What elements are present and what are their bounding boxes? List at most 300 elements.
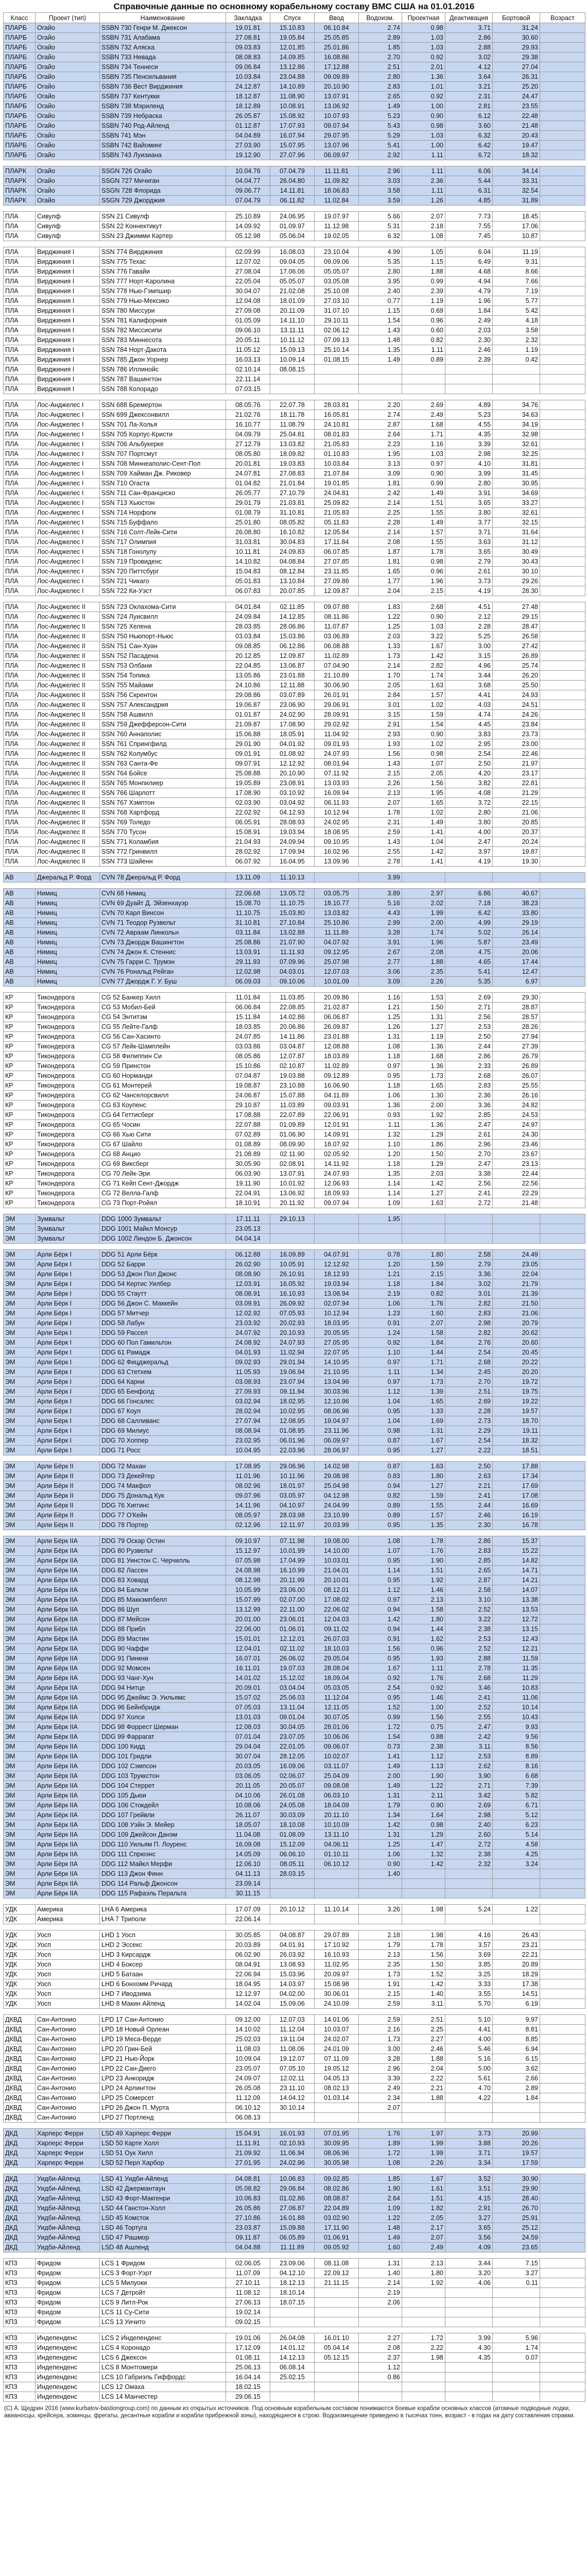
cell-ship-name: DDG 111 Спрюэнс xyxy=(100,1850,226,1859)
table-row xyxy=(4,2288,585,2298)
cell-ship-name: LPD 22 Сан-Диего xyxy=(100,2064,226,2074)
cell-design: 1.93 xyxy=(402,1654,445,1664)
cell-empty xyxy=(540,1397,585,1406)
cell-project: Арли Бёрк I xyxy=(36,1446,100,1455)
cell-ship-name: SSN 763 Санта-Фе xyxy=(100,759,226,769)
cell-displacement: 1.77 xyxy=(359,577,402,586)
cell-displacement: 5.31 xyxy=(359,222,402,231)
cell-deactivation: 2.41 xyxy=(445,1491,493,1501)
cell-laid-down: 03.06.05 xyxy=(226,1771,270,1781)
table-row xyxy=(4,1752,585,1761)
cell-commissioned xyxy=(315,2382,359,2392)
cell-hull: 11.19 xyxy=(493,247,540,257)
cell-class: ЭМ xyxy=(4,1318,36,1328)
cell-commissioned xyxy=(315,1234,359,1244)
cell-class: КР xyxy=(4,993,36,1003)
cell-ship-name: SSGN 726 Огайо xyxy=(100,166,226,176)
cell-laid-down: 22.06.94 xyxy=(226,1970,270,1979)
cell-commissioned: 09.09.06 xyxy=(315,257,359,267)
cell-design: 1.27 xyxy=(402,1189,445,1198)
cell-project: Фридом xyxy=(36,2298,100,2308)
cell-ship-name: SSBN 738 Мэриленд xyxy=(100,101,226,111)
cell-hull: 20.45 xyxy=(493,1348,540,1358)
cell-hull: 24.51 xyxy=(493,700,540,710)
cell-laid-down: 18.04.95 xyxy=(226,1979,270,1989)
cell-hull: 20.37 xyxy=(493,827,540,837)
cell-empty xyxy=(540,1471,585,1481)
cell-launched: 30.04.83 xyxy=(270,537,315,547)
cell-empty xyxy=(540,1644,585,1654)
cell-empty xyxy=(540,2353,585,2363)
cell-commissioned xyxy=(315,365,359,375)
cell-ship-name: DDG 57 Митчер xyxy=(100,1309,226,1318)
cell-empty xyxy=(540,1061,585,1071)
cell-class: ПЛА xyxy=(4,547,36,557)
cell-laid-down: 08.05.86 xyxy=(226,1052,270,1061)
cell-design: 1.73 xyxy=(402,1071,445,1081)
cell-hull: 30.95 xyxy=(493,479,540,488)
cell-design: 1.78 xyxy=(402,547,445,557)
cell-project: Арли Бёрк IIA xyxy=(36,1801,100,1810)
cell-laid-down: 13.05.86 xyxy=(226,671,270,681)
table-row xyxy=(4,808,585,818)
cell-design: 2.04 xyxy=(402,2064,445,2074)
cell-commissioned: 18.09.93 xyxy=(315,1189,359,1198)
cell-displacement: 1.26 xyxy=(359,1022,402,1032)
cell-commissioned: 04.07.92 xyxy=(315,938,359,947)
cell-commissioned: 19.01.85 xyxy=(315,479,359,488)
cell-laid-down: 08.04.91 xyxy=(226,1960,270,1970)
cell-design: 1.02 xyxy=(402,739,445,749)
table-row xyxy=(4,622,585,632)
cell-displacement: 1.79 xyxy=(359,1801,402,1810)
cell-commissioned: 19.05.12 xyxy=(315,2064,359,2074)
cell-launched: 03.04.87 xyxy=(270,1042,315,1052)
cell-class: КР xyxy=(4,1130,36,1140)
table-row xyxy=(4,586,585,596)
cell-project: Вирджиния I xyxy=(36,277,100,286)
cell-design xyxy=(402,2392,445,2402)
table-row xyxy=(4,286,585,296)
cell-deactivation: 4.41 xyxy=(445,690,493,700)
table-row xyxy=(4,1859,585,1869)
cell-class: ПЛА xyxy=(4,326,36,335)
cell-displacement: 1.60 xyxy=(359,2243,402,2252)
cell-project: Арли Бёрк I xyxy=(36,1426,100,1436)
table-row xyxy=(4,1416,585,1426)
cell-project: Уидби-Айленд xyxy=(36,2213,100,2223)
cell-project: Уосп xyxy=(36,1979,100,1989)
cell-commissioned: 12.05.84 xyxy=(315,528,359,537)
cell-project: Нимиц xyxy=(36,938,100,947)
cell-launched: 04.03.01 xyxy=(270,967,315,977)
cell-deactivation: 2.50 xyxy=(445,1462,493,1471)
table-row xyxy=(4,518,585,528)
cell-design: 1.82 xyxy=(402,2204,445,2213)
cell-displacement xyxy=(359,2382,402,2392)
cell-project: Огайо xyxy=(36,141,100,150)
cell-hull: 19.57 xyxy=(493,2148,540,2158)
table-row xyxy=(4,1664,585,1673)
table-row xyxy=(4,257,585,267)
cell-displacement: 0.95 xyxy=(359,1520,402,1530)
cell-hull: 29.90 xyxy=(493,2184,540,2194)
cell-ship-name: DDG 79 Оскар Остин xyxy=(100,1536,226,1546)
cell-empty xyxy=(540,1810,585,1820)
cell-class: ЭМ xyxy=(4,1471,36,1481)
table-row xyxy=(4,1289,585,1299)
table-row xyxy=(4,1491,585,1501)
cell-hull: 6.97 xyxy=(493,977,540,987)
cell-commissioned: 20.03.99 xyxy=(315,1520,359,1530)
cell-design: 1.49 xyxy=(402,488,445,498)
cell-design: 1.42 xyxy=(402,651,445,661)
cell-displacement: 1.08 xyxy=(359,1042,402,1052)
cell-commissioned: 11.09.82 xyxy=(315,176,359,186)
cell-deactivation: 4.35 xyxy=(445,430,493,439)
cell-class: ЭМ xyxy=(4,1673,36,1683)
cell-empty xyxy=(540,53,585,62)
cell-empty xyxy=(540,1752,585,1761)
cell-ship-name: LCS 11 Су-Сити xyxy=(100,2308,226,2317)
cell-hull: 12.47 xyxy=(493,967,540,977)
table-row xyxy=(4,908,585,918)
cell-laid-down: 12.02.92 xyxy=(226,1309,270,1318)
cell-deactivation: 3.51 xyxy=(445,2184,493,2194)
cell-project: Арли Бёрк IIA xyxy=(36,1664,100,1673)
cell-project: Арли Бёрк I xyxy=(36,1406,100,1416)
cell-launched: 12.07.87 xyxy=(270,1052,315,1061)
cell-laid-down: 04.01.93 xyxy=(226,1348,270,1358)
cell-launched: 26.01.08 xyxy=(270,1791,315,1801)
cell-empty xyxy=(540,1358,585,1367)
cell-ship-name: SSBN 734 Теннеси xyxy=(100,62,226,72)
cell-laid-down: 23.03.87 xyxy=(226,2223,270,2233)
cell-design: 2.21 xyxy=(402,2083,445,2093)
cell-design: 1.42 xyxy=(402,847,445,857)
cell-displacement: 1.65 xyxy=(359,567,402,577)
cell-commissioned: 08.12.01 xyxy=(315,1585,359,1595)
cell-hull: 31.12 xyxy=(493,537,540,547)
cell-class: ПЛА xyxy=(4,818,36,827)
cell-ship-name: LHD 7 Иводзима xyxy=(100,1989,226,1999)
cell-empty xyxy=(540,1032,585,1042)
cell-displacement: 2.03 xyxy=(359,632,402,641)
cell-deactivation: 3.71 xyxy=(445,528,493,537)
table-row xyxy=(4,557,585,567)
cell-launched: 03.04.92 xyxy=(270,798,315,808)
table-row xyxy=(4,72,585,82)
cell-laid-down: 10.06.83 xyxy=(226,2194,270,2204)
cell-project: Лос-Анджелес II xyxy=(36,622,100,632)
cell-project: Арли Бёрк IIA xyxy=(36,1536,100,1546)
cell-deactivation: 3.80 xyxy=(445,508,493,518)
cell-project: Вирджиния I xyxy=(36,326,100,335)
cell-deactivation xyxy=(445,2382,493,2392)
cell-hull: 6.71 xyxy=(493,1801,540,1810)
cell-displacement: 1.31 xyxy=(359,2259,402,2268)
cell-displacement: 0.94 xyxy=(359,1624,402,1634)
cell-empty xyxy=(540,567,585,577)
cell-empty xyxy=(540,1781,585,1791)
cell-deactivation: 3.21 xyxy=(445,82,493,92)
cell-project: Индепенденс xyxy=(36,2353,100,2363)
cell-design: 1.58 xyxy=(402,1605,445,1615)
cell-project: Уидби-Айленд xyxy=(36,2194,100,2204)
cell-ship-name: SSN 754 Топика xyxy=(100,671,226,681)
table-row xyxy=(4,749,585,759)
cell-deactivation: 4.94 xyxy=(445,277,493,286)
cell-hull: 23.17 xyxy=(493,769,540,778)
cell-ship-name: SSN 781 Калифорния xyxy=(100,316,226,326)
cell-ship-name: LHD 5 Батаан xyxy=(100,1970,226,1979)
cell-class: КР xyxy=(4,1159,36,1169)
cell-commissioned: 14.01.06 xyxy=(315,2015,359,2025)
table-row xyxy=(4,1149,585,1159)
cell-empty xyxy=(540,1713,585,1722)
cell-project: Лос-Анджелес I xyxy=(36,586,100,596)
cell-ship-name: CG 55 Лейте-Галф xyxy=(100,1022,226,1032)
cell-deactivation: 2.82 xyxy=(445,1328,493,1338)
cell-deactivation: 3.39 xyxy=(445,439,493,449)
cell-ship-name: DDG 107 Грейвли xyxy=(100,1810,226,1820)
cell-ship-name: DDG 114 Ральф Джонсон xyxy=(100,1879,226,1889)
cell-launched: 20.07.85 xyxy=(270,586,315,596)
cell-laid-down: 22.02.92 xyxy=(226,808,270,818)
cell-empty xyxy=(540,1989,585,1999)
cell-empty xyxy=(540,420,585,430)
cell-design: 1.03 xyxy=(402,33,445,43)
separator-cell xyxy=(4,1208,585,1214)
cell-class: УДК xyxy=(4,1930,36,1940)
cell-class: ЭМ xyxy=(4,1634,36,1644)
cell-ship-name: LSD 51 Оук Хилл xyxy=(100,2148,226,2158)
cell-empty xyxy=(540,306,585,316)
table-row xyxy=(4,1348,585,1358)
cell-class: ЭМ xyxy=(4,1309,36,1318)
cell-hull: 29.19 xyxy=(493,918,540,928)
table-row xyxy=(4,1693,585,1703)
group-separator xyxy=(4,867,585,873)
cell-deactivation: 3.25 xyxy=(445,1970,493,1979)
group-separator xyxy=(4,883,585,889)
cell-launched: 16.05.92 xyxy=(270,1279,315,1289)
cell-hull: 19.47 xyxy=(493,141,540,150)
cell-design: 0.98 xyxy=(402,557,445,567)
cell-empty xyxy=(540,1501,585,1511)
cell-displacement: 1.52 xyxy=(359,1703,402,1713)
cell-design xyxy=(402,2382,445,2392)
cell-deactivation: 2.22 xyxy=(445,1446,493,1455)
cell-project: Лос-Анджелес I xyxy=(36,547,100,557)
cell-laid-down: 14.05.09 xyxy=(226,1850,270,1859)
cell-project: Вирджиния I xyxy=(36,316,100,326)
cell-class: ПЛА xyxy=(4,257,36,267)
cell-hull: 25.50 xyxy=(493,681,540,690)
cell-hull xyxy=(493,1879,540,1889)
cell-empty xyxy=(540,1003,585,1012)
cell-launched: 23.11.10 xyxy=(270,2083,315,2093)
cell-displacement: 0.92 xyxy=(359,1338,402,1348)
cell-laid-down: 01.04.82 xyxy=(226,479,270,488)
cell-displacement: 2.15 xyxy=(359,769,402,778)
cell-empty xyxy=(540,938,585,947)
cell-class: ДКД xyxy=(4,2194,36,2204)
cell-deactivation xyxy=(445,384,493,394)
cell-class: ЭМ xyxy=(4,1520,36,1530)
cell-deactivation: 2.61 xyxy=(445,1130,493,1140)
cell-empty xyxy=(540,1367,585,1377)
table-row xyxy=(4,947,585,957)
cell-empty xyxy=(540,612,585,622)
cell-commissioned: 24.04.81 xyxy=(315,488,359,498)
cell-design: 0.92 xyxy=(402,92,445,101)
cell-launched: 22.07.89 xyxy=(270,1110,315,1120)
cell-ship-name: SSN 786 Иллинойс xyxy=(100,365,226,375)
cell-displacement: 1.91 xyxy=(359,1979,402,1989)
cell-launched: 03.05.97 xyxy=(270,1491,315,1501)
cell-displacement: 1.07 xyxy=(359,1546,402,1556)
cell-project: Огайо xyxy=(36,196,100,206)
cell-laid-down: 26.05.86 xyxy=(226,2204,270,2213)
cell-displacement: 1.22 xyxy=(359,2213,402,2223)
table-row xyxy=(4,53,585,62)
cell-empty xyxy=(540,2093,585,2103)
cell-launched: 28.03.98 xyxy=(270,1511,315,1520)
cell-ship-name: SSN 715 Буффало xyxy=(100,518,226,528)
cell-deactivation: 2.95 xyxy=(445,739,493,749)
cell-displacement: 1.04 xyxy=(359,1397,402,1406)
table-row xyxy=(4,1110,585,1120)
cell-project: Арли Бёрк I xyxy=(36,1348,100,1358)
cell-empty xyxy=(540,1446,585,1455)
cell-laid-down: 01.08.79 xyxy=(226,508,270,518)
cell-displacement: 3.06 xyxy=(359,967,402,977)
table-row xyxy=(4,2268,585,2278)
cell-commissioned: 10.12.94 xyxy=(315,1309,359,1318)
cell-displacement: 0.92 xyxy=(359,1673,402,1683)
cell-displacement: 1.35 xyxy=(359,1169,402,1179)
cell-hull: 33.80 xyxy=(493,908,540,918)
cell-launched: 16.09.89 xyxy=(270,1250,315,1260)
cell-commissioned: 06.11.93 xyxy=(315,798,359,808)
cell-displacement: 1.25 xyxy=(359,1012,402,1022)
cell-commissioned: 10.10.09 xyxy=(315,1820,359,1830)
cell-displacement: 1.14 xyxy=(359,1189,402,1198)
cell-design: 1.74 xyxy=(402,671,445,681)
cell-deactivation: 3.99 xyxy=(445,469,493,479)
table-row xyxy=(4,1032,585,1042)
cell-empty xyxy=(540,277,585,286)
table-row xyxy=(4,1269,585,1279)
table-row xyxy=(4,690,585,700)
cell-hull: 25.74 xyxy=(493,661,540,671)
cell-design: 1.78 xyxy=(402,1536,445,1546)
cell-class: ПЛА xyxy=(4,345,36,355)
cell-class: ПЛАРК xyxy=(4,166,36,176)
table-row xyxy=(4,720,585,730)
table-row xyxy=(4,1406,585,1416)
cell-commissioned: 07.11.92 xyxy=(315,769,359,778)
table-row xyxy=(4,2184,585,2194)
cell-laid-down: 17.08.90 xyxy=(226,788,270,798)
cell-class: ЭМ xyxy=(4,1462,36,1471)
cell-launched: 01.08.92 xyxy=(270,749,315,759)
cell-launched xyxy=(270,1879,315,1889)
table-row xyxy=(4,2025,585,2035)
cell-deactivation: 2.30 xyxy=(445,335,493,345)
cell-hull: 23.84 xyxy=(493,720,540,730)
cell-laid-down: 12.08.03 xyxy=(226,1722,270,1732)
cell-commissioned: 18.07.92 xyxy=(315,1140,359,1149)
table-row xyxy=(4,1830,585,1840)
table-row xyxy=(4,2113,585,2123)
cell-displacement: 1.18 xyxy=(359,1279,402,1289)
cell-empty xyxy=(540,547,585,557)
cell-hull: 13.38 xyxy=(493,1595,540,1605)
table-row xyxy=(4,788,585,798)
cell-ship-name: DDG 109 Джейсон Данэм xyxy=(100,1830,226,1840)
cell-ship-name: LPD 25 Сомерсет xyxy=(100,2093,226,2103)
table-row xyxy=(4,1234,585,1244)
cell-displacement: 4.43 xyxy=(359,908,402,918)
cell-hull: 33.31 xyxy=(493,176,540,186)
cell-commissioned: 04.05.13 xyxy=(315,2074,359,2083)
cell-laid-down: 06.08.13 xyxy=(226,2113,270,2123)
cell-empty xyxy=(540,2243,585,2252)
cell-design: 0.99 xyxy=(402,479,445,488)
cell-launched: 23.06.90 xyxy=(270,700,315,710)
cell-ship-name: CG 69 Виксберг xyxy=(100,1159,226,1169)
table-row xyxy=(4,400,585,410)
cell-hull: 14.21 xyxy=(493,1575,540,1585)
cell-commissioned: 10.06.06 xyxy=(315,1732,359,1742)
cell-ship-name: LCS 14 Манчестер xyxy=(100,2392,226,2402)
cell-deactivation: 3.85 xyxy=(445,1960,493,1970)
cell-displacement: 1.06 xyxy=(359,1850,402,1859)
cell-commissioned: 02.07.94 xyxy=(315,1299,359,1309)
cell-launched: 29.01.94 xyxy=(270,1358,315,1367)
cell-laid-down: 06.10.12 xyxy=(226,2103,270,2113)
cell-laid-down: 26.11.07 xyxy=(226,1810,270,1820)
cell-hull: 19.72 xyxy=(493,1377,540,1387)
table-row xyxy=(4,1989,585,1999)
cell-commissioned: 10.03.84 xyxy=(315,459,359,469)
cell-launched: 11.02.94 xyxy=(270,1348,315,1358)
cell-ship-name: DDG 65 Бенфолд xyxy=(100,1387,226,1397)
cell-design: 0.96 xyxy=(402,316,445,326)
cell-commissioned: 06.09.97 xyxy=(315,1436,359,1446)
cell-project: Фридом xyxy=(36,2268,100,2278)
cell-launched: 02.10.93 xyxy=(270,2139,315,2148)
cell-launched: 11.10.75 xyxy=(270,899,315,908)
cell-deactivation: 6.42 xyxy=(445,141,493,150)
cell-deactivation xyxy=(445,2288,493,2298)
cell-class: ЭМ xyxy=(4,1683,36,1693)
cell-hull: 23.73 xyxy=(493,730,540,739)
cell-displacement: 1.09 xyxy=(359,1198,402,1208)
cell-design xyxy=(402,2103,445,2113)
cell-laid-down: 06.02.90 xyxy=(226,1950,270,1960)
cell-ship-name: DDG 80 Рузвельт xyxy=(100,1546,226,1556)
cell-hull: 13.15 xyxy=(493,1624,540,1634)
cell-commissioned: 09.01.93 xyxy=(315,739,359,749)
cell-displacement: 2.27 xyxy=(359,2333,402,2343)
cell-design xyxy=(402,2308,445,2317)
cell-laid-down: 01.08.11 xyxy=(226,2353,270,2363)
cell-deactivation: 3.33 xyxy=(445,1979,493,1989)
cell-commissioned: 21.05.83 xyxy=(315,508,359,518)
